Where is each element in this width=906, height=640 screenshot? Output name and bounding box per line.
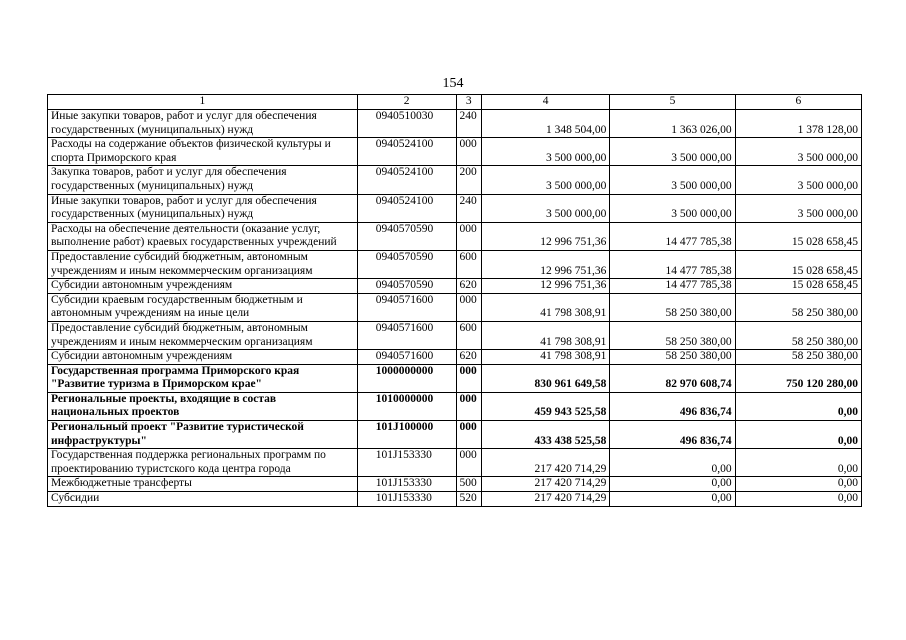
row-amount-year2-cell: 82 970 608,74: [610, 364, 735, 392]
table-row: [48, 250, 862, 278]
row-amount-year3-cell: 3 500 000,00: [735, 166, 861, 194]
header-cell-3: 3: [456, 95, 481, 110]
table-row: [48, 222, 862, 250]
row-type-cell: 000: [456, 421, 481, 449]
table-row: [48, 449, 862, 477]
row-code-cell: 101J100000: [357, 421, 456, 449]
row-code-cell: 0940570590: [357, 279, 456, 294]
row-amount-year1-cell: 217 420 714,29: [481, 477, 609, 492]
row-amount-year1-cell: 12 996 751,36: [481, 222, 609, 250]
row-amount-year3-cell: 0,00: [735, 449, 861, 477]
row-code-cell: 0940524100: [357, 194, 456, 222]
row-type-cell: 620: [456, 279, 481, 294]
header-cell-1: 1: [48, 95, 358, 110]
row-code-cell: 0940524100: [357, 166, 456, 194]
row-amount-year3-cell: 0,00: [735, 492, 861, 507]
row-amount-year3-cell: 3 500 000,00: [735, 138, 861, 166]
row-type-cell: 620: [456, 350, 481, 365]
row-amount-year2-cell: 496 836,74: [610, 421, 735, 449]
row-name-cell: Предоставление субсидий бюджетным, автономным учреждениям и иным некоммерческим организациям: [48, 250, 358, 278]
row-amount-year3-cell: 15 028 658,45: [735, 250, 861, 278]
table-row: [48, 138, 862, 166]
row-type-cell: 240: [456, 194, 481, 222]
table-row: [48, 477, 862, 492]
row-type-cell: 000: [456, 222, 481, 250]
row-code-cell: 1010000000: [357, 392, 456, 420]
row-amount-year3-cell: 15 028 658,45: [735, 222, 861, 250]
row-type-cell: 000: [456, 449, 481, 477]
row-name-cell: Расходы на содержание объектов физической культуры и спорта Приморского края: [48, 138, 358, 166]
row-amount-year1-cell: 3 500 000,00: [481, 138, 609, 166]
row-amount-year1-cell: 3 500 000,00: [481, 166, 609, 194]
row-code-cell: 1000000000: [357, 364, 456, 392]
row-amount-year3-cell: 1 378 128,00: [735, 110, 861, 138]
row-name-cell: Иные закупки товаров, работ и услуг для обеспечения государственных (муниципальных) нужд: [48, 194, 358, 222]
row-name-cell: Государственная программа Приморского края "Развитие туризма в Приморском крае": [48, 364, 358, 392]
row-amount-year1-cell: 433 438 525,58: [481, 421, 609, 449]
row-amount-year1-cell: 12 996 751,36: [481, 279, 609, 294]
row-code-cell: 0940510030: [357, 110, 456, 138]
row-code-cell: 101J153330: [357, 449, 456, 477]
row-amount-year3-cell: 58 250 380,00: [735, 321, 861, 349]
row-name-cell: Межбюджетные трансферты: [48, 477, 358, 492]
table-row: [48, 492, 862, 507]
row-amount-year2-cell: 58 250 380,00: [610, 321, 735, 349]
row-name-cell: Закупка товаров, работ и услуг для обеспечения государственных (муниципальных) нужд: [48, 166, 358, 194]
row-amount-year2-cell: 3 500 000,00: [610, 194, 735, 222]
row-amount-year3-cell: 750 120 280,00: [735, 364, 861, 392]
row-amount-year3-cell: 0,00: [735, 392, 861, 420]
row-code-cell: 0940571600: [357, 321, 456, 349]
table-row: [48, 279, 862, 294]
table-row: [48, 194, 862, 222]
row-code-cell: 101J153330: [357, 477, 456, 492]
row-name-cell: Региональные проекты, входящие в состав национальных проектов: [48, 392, 358, 420]
header-cell-6: 6: [735, 95, 861, 110]
row-type-cell: 240: [456, 110, 481, 138]
header-cell-5: 5: [610, 95, 735, 110]
table-header-row: [48, 95, 862, 110]
table-row: [48, 421, 862, 449]
row-name-cell: Субсидии: [48, 492, 358, 507]
row-amount-year1-cell: 41 798 308,91: [481, 321, 609, 349]
row-amount-year1-cell: 3 500 000,00: [481, 194, 609, 222]
row-type-cell: 200: [456, 166, 481, 194]
row-type-cell: 000: [456, 364, 481, 392]
row-amount-year3-cell: 0,00: [735, 477, 861, 492]
table-row: [48, 166, 862, 194]
row-name-cell: Расходы на обеспечение деятельности (оказание услуг, выполнение работ) краевых государственных учреждений: [48, 222, 358, 250]
row-amount-year2-cell: 0,00: [610, 492, 735, 507]
row-type-cell: 000: [456, 138, 481, 166]
row-code-cell: 101J153330: [357, 492, 456, 507]
table-row: [48, 364, 862, 392]
row-amount-year1-cell: 217 420 714,29: [481, 449, 609, 477]
row-amount-year2-cell: 14 477 785,38: [610, 250, 735, 278]
row-amount-year2-cell: 0,00: [610, 477, 735, 492]
header-cell-2: 2: [357, 95, 456, 110]
table-row: [48, 321, 862, 349]
table-row: [48, 293, 862, 321]
row-amount-year3-cell: 0,00: [735, 421, 861, 449]
row-amount-year3-cell: 15 028 658,45: [735, 279, 861, 294]
row-code-cell: 0940570590: [357, 250, 456, 278]
row-amount-year2-cell: 14 477 785,38: [610, 222, 735, 250]
row-amount-year1-cell: 12 996 751,36: [481, 250, 609, 278]
row-amount-year1-cell: 1 348 504,00: [481, 110, 609, 138]
row-code-cell: 0940570590: [357, 222, 456, 250]
page-number: 154: [442, 76, 464, 91]
row-name-cell: Региональный проект "Развитие туристической инфраструктуры": [48, 421, 358, 449]
row-name-cell: Субсидии краевым государственным бюджетным и автономным учреждениям на иные цели: [48, 293, 358, 321]
row-amount-year2-cell: 496 836,74: [610, 392, 735, 420]
row-amount-year3-cell: 3 500 000,00: [735, 194, 861, 222]
row-amount-year2-cell: 1 363 026,00: [610, 110, 735, 138]
row-code-cell: 0940571600: [357, 293, 456, 321]
row-code-cell: 0940524100: [357, 138, 456, 166]
row-amount-year2-cell: 3 500 000,00: [610, 138, 735, 166]
row-name-cell: Государственная поддержка региональных программ по проектированию туристского кода центра города: [48, 449, 358, 477]
row-amount-year1-cell: 459 943 525,58: [481, 392, 609, 420]
row-amount-year2-cell: 14 477 785,38: [610, 279, 735, 294]
row-name-cell: Субсидии автономным учреждениям: [48, 350, 358, 365]
header-cell-4: 4: [481, 95, 609, 110]
table-row: [48, 392, 862, 420]
row-amount-year2-cell: 3 500 000,00: [610, 166, 735, 194]
row-amount-year2-cell: 58 250 380,00: [610, 293, 735, 321]
row-type-cell: 000: [456, 392, 481, 420]
row-amount-year3-cell: 58 250 380,00: [735, 350, 861, 365]
row-type-cell: 600: [456, 321, 481, 349]
row-name-cell: Иные закупки товаров, работ и услуг для обеспечения государственных (муниципальных) нужд: [48, 110, 358, 138]
row-type-cell: 000: [456, 293, 481, 321]
row-code-cell: 0940571600: [357, 350, 456, 365]
row-amount-year1-cell: 830 961 649,58: [481, 364, 609, 392]
row-amount-year2-cell: 58 250 380,00: [610, 350, 735, 365]
row-name-cell: Субсидии автономным учреждениям: [48, 279, 358, 294]
table-row: [48, 350, 862, 365]
row-amount-year1-cell: 41 798 308,91: [481, 350, 609, 365]
table-row: [48, 110, 862, 138]
row-amount-year1-cell: 217 420 714,29: [481, 492, 609, 507]
budget-table: [47, 94, 862, 507]
row-type-cell: 600: [456, 250, 481, 278]
row-amount-year2-cell: 0,00: [610, 449, 735, 477]
row-amount-year3-cell: 58 250 380,00: [735, 293, 861, 321]
row-type-cell: 520: [456, 492, 481, 507]
row-name-cell: Предоставление субсидий бюджетным, автономным учреждениям и иным некоммерческим организациям: [48, 321, 358, 349]
row-amount-year1-cell: 41 798 308,91: [481, 293, 609, 321]
row-type-cell: 500: [456, 477, 481, 492]
